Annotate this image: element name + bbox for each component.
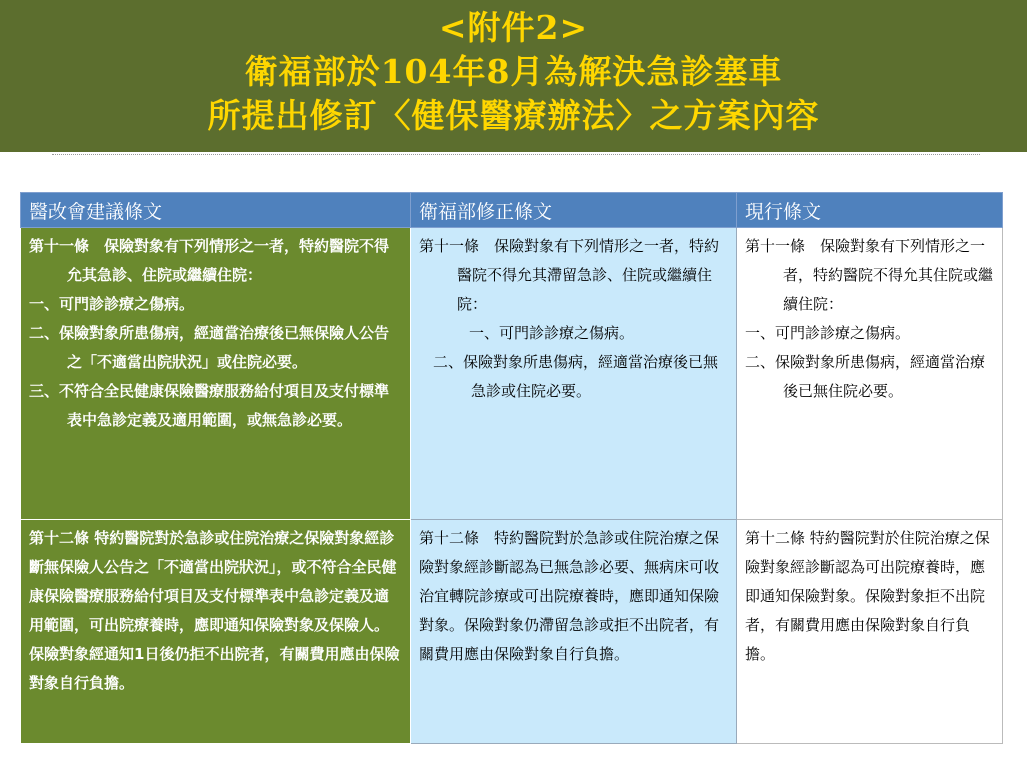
title-line-2: 所提出修訂〈健保醫療辦法〉之方案內容 — [207, 96, 820, 135]
cell-proposal-11: 第十一條 保險對象有下列情形之一者，特約醫院不得允其急診、住院或繼續住院： 一、可門診診療之傷病。 二、保險對象所患傷病，經適當治療後已無保險人公告之「不適當出院狀況」或住院必要。 三、不符合全民健康保險醫療服務給付項目及支付標準表中急診定義及適用範圍，或無急診必要。 — [21, 228, 411, 520]
cell-proposal-12: 第十二條 特約醫院對於急診或住院治療之保險對象經診斷無保險人公告之「不適當出院狀況」，或不符合全民健康保險醫療服務給付項目及支付標準表中急診定義及適用範圍，可出院療養時，應即通知保險對象及保險人。保險對象經通知1日後仍拒不出院者，有關費用應由保險對象自行負擔。 — [21, 520, 411, 744]
divider — [52, 154, 980, 155]
table-row-article-11 — [21, 228, 1003, 520]
attachment-label: <附件2> — [438, 8, 589, 47]
title-banner — [0, 0, 1027, 152]
header-reform-proposal: 醫改會建議條文 — [21, 193, 411, 228]
cell-current-11: 第十一條 保險對象有下列情形之一者，特約醫院不得允其住院或繼續住院： 一、可門診診療之傷病。 二、保險對象所患傷病，經適當治療後已無住院必要。 — [737, 228, 1003, 520]
header-current-article: 現行條文 — [737, 193, 1003, 228]
header-mohw-revision: 衛福部修正條文 — [411, 193, 737, 228]
cell-revision-11: 第十一條 保險對象有下列情形之一者，特約醫院不得允其滯留急診、住院或繼續住院： 一、可門診診療之傷病。 二、保險對象所患傷病，經適當治療後已無急診或住院必要。 — [411, 228, 737, 520]
table-header-row — [21, 193, 1003, 228]
cell-revision-12: 第十二條 特約醫院對於急診或住院治療之保險對象經診斷認為已無急診必要、無病床可收治宜轉院診療或可出院療養時，應即通知保險對象。保險對象仍滯留急診或拒不出院者，有關費用應由保險對象自行負擔。 — [411, 520, 737, 744]
title-line-1: 衛福部於104年8月為解決急診塞車 — [244, 52, 783, 91]
cell-current-12: 第十二條 特約醫院對於住院治療之保險對象經診斷認為可出院療養時，應即通知保險對象。保險對象拒不出院者，有關費用應由保險對象自行負擔。 — [737, 520, 1003, 744]
table-row-article-12 — [21, 520, 1003, 744]
comparison-table — [20, 192, 1003, 744]
